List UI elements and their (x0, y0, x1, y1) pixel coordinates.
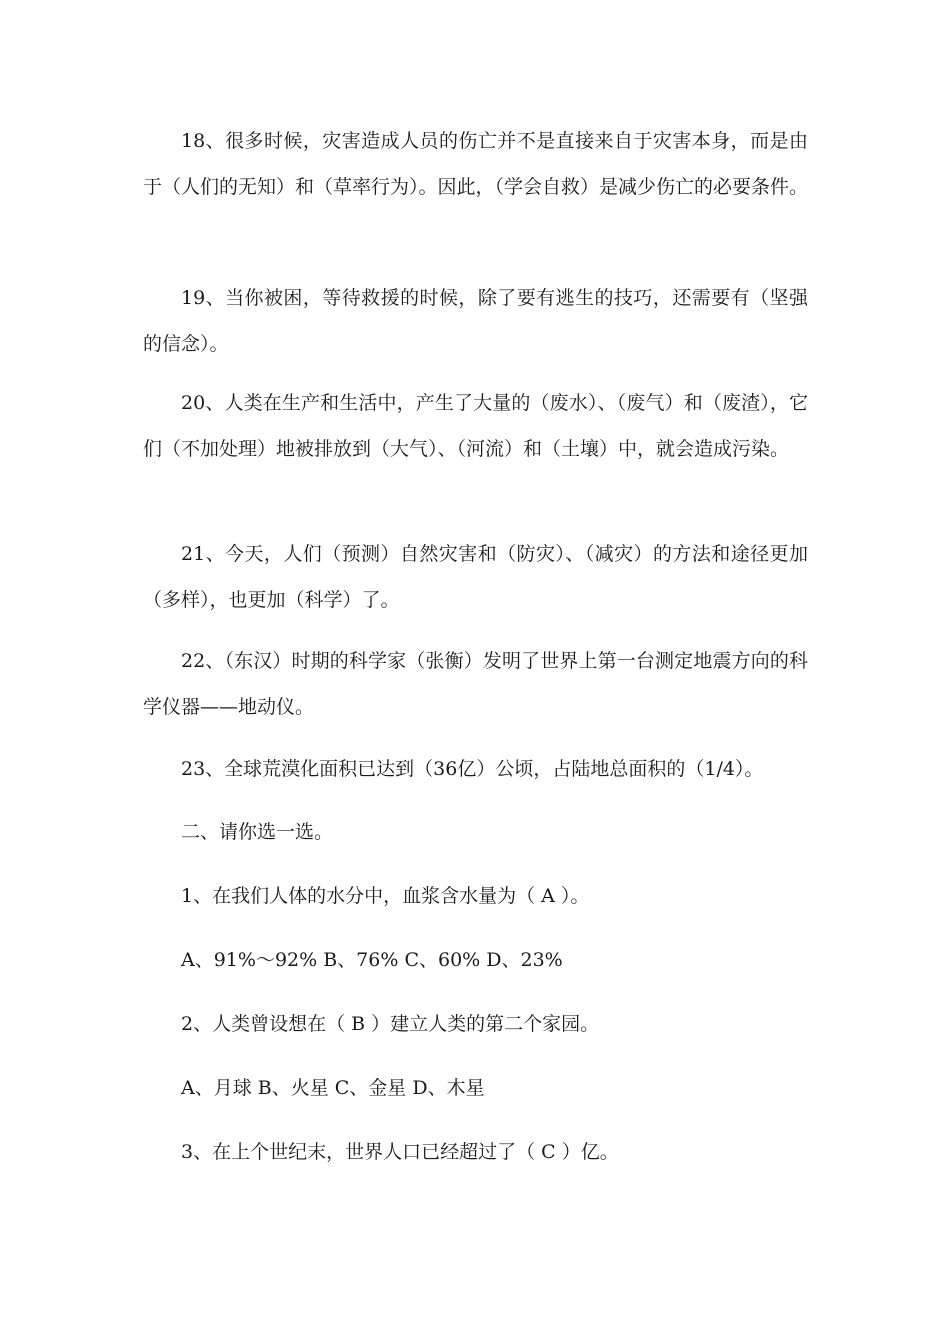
choice-question-3: 3、在上个世纪末，世界人口已经超过了（ C ）亿。 (181, 1141, 619, 1163)
choice-question-2: 2、人类曾设想在（ B ）建立人类的第二个家园。 (181, 1013, 600, 1035)
question-22: 22、（东汉）时期的科学家（张衡）发明了世界上第一台测定地震方向的科学仪器——地动仪。 (143, 650, 808, 718)
question-20: 20、人类在生产和生活中，产生了大量的（废水）、（废气）和（废渣），它们（不加处理）地被排放到（大气）、（河流）和（土壤）中，就会造成污染。 (143, 392, 808, 460)
question-18: 18、很多时候，灾害造成人员的伤亡并不是直接来自于灾害本身，而是由于（人们的无知）和（草率行为）。因此，（学会自救）是减少伤亡的必要条件。 (143, 130, 809, 198)
choice-question-1-options: A、91%～92% B、76% C、60% D、23% (181, 949, 563, 971)
question-21: 21、今天，人们（预测）自然灾害和（防灾）、（减灾）的方法和途径更加（多样），也更加（科学）了。 (143, 543, 808, 611)
question-19: 19、当你被困，等待救援的时候，除了要有逃生的技巧，还需要有（坚强的信念）。 (143, 287, 808, 355)
section-heading-choice: 二、请你选一选。 (181, 821, 334, 843)
choice-question-2-options: A、月球 B、火星 C、金星 D、木星 (181, 1077, 485, 1099)
question-23: 23、全球荒漠化面积已达到（36亿）公顷，占陆地总面积的（1/4）。 (181, 758, 764, 780)
choice-question-1: 1、在我们人体的水分中，血浆含水量为（ A ）。 (181, 885, 590, 907)
